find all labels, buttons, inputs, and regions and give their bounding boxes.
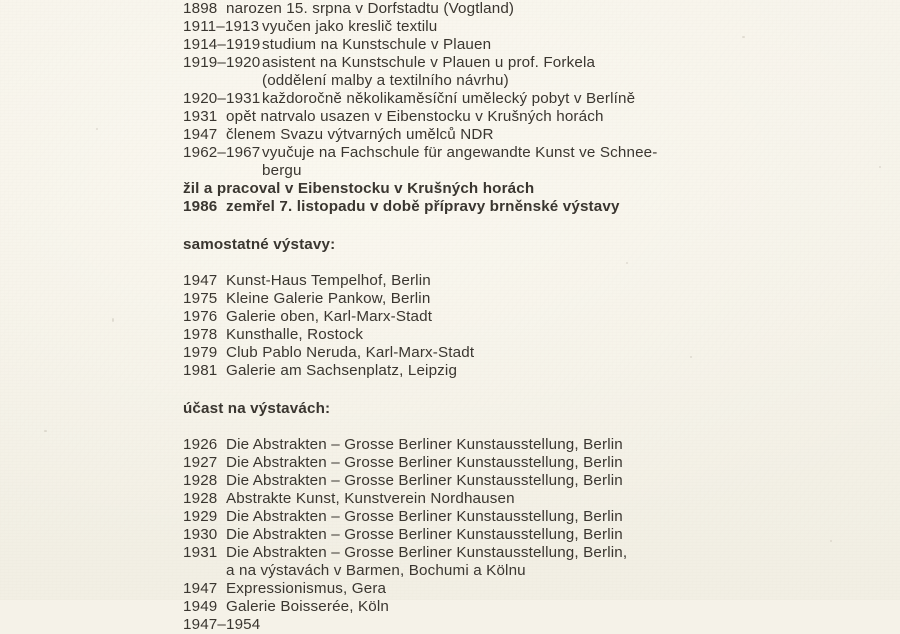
entry-year: 1962–1967 <box>183 144 261 161</box>
entry-year: 1976 <box>183 308 218 325</box>
entry-text: každoročně několikaměsíční umělecký pobyt v Berlíně <box>262 90 636 107</box>
biography-section <box>183 0 883 216</box>
entry-text: 1947–1954 <box>183 616 261 633</box>
solo-exhibitions-heading: samostatné výstavy: <box>183 236 336 253</box>
solo-exhibition-entry <box>183 308 883 326</box>
biography-entry <box>183 198 883 216</box>
entry-text: Die Abstrakten – Grosse Berliner Kunstausstellung, Berlin <box>226 436 623 453</box>
entry-text: Abstrakte Kunst, Kunstverein Nordhausen <box>226 490 515 507</box>
biography-entry <box>183 54 883 72</box>
entry-year: 1920–1931 <box>183 90 261 107</box>
entry-year: 1979 <box>183 344 218 361</box>
solo-exhibition-entry <box>183 344 883 362</box>
biography-entry-continuation <box>183 72 883 90</box>
entry-year: 1911–1913 <box>183 18 260 35</box>
entry-text: Kunst-Haus Tempelhof, Berlin <box>226 272 431 289</box>
entry-year: 1928 <box>183 490 218 507</box>
entry-text: Expressionismus, Gera <box>226 580 387 597</box>
group-exhibition-entry <box>183 526 883 544</box>
entry-text: Galerie oben, Karl-Marx-Stadt <box>226 308 433 325</box>
entry-text: vyučuje na Fachschule für angewandte Kunst ve Schnee- <box>262 144 658 161</box>
entry-year: 1949 <box>183 598 218 615</box>
group-exhibition-entry <box>183 580 883 598</box>
group-exhibition-entry <box>183 454 883 472</box>
group-exhibition-entry <box>183 598 883 616</box>
group-exhibition-entry <box>183 508 883 526</box>
group-exhibition-entry <box>183 436 883 454</box>
entry-text: Club Pablo Neruda, Karl-Marx-Stadt <box>226 344 475 361</box>
biography-entry <box>183 144 883 162</box>
entry-year: 1928 <box>183 472 218 489</box>
biography-entry <box>183 0 883 18</box>
biography-entry <box>183 90 883 108</box>
entry-text: členem Svazu výtvarných umělců NDR <box>226 126 494 143</box>
group-exhibitions-heading: účast na výstavách: <box>183 400 331 417</box>
entry-text: zemřel 7. listopadu v době přípravy brněnské výstavy <box>226 198 620 215</box>
section-spacer <box>183 380 883 400</box>
biography-entry <box>183 126 883 144</box>
group-exhibition-entry <box>183 544 883 562</box>
entry-year: 1914–1919 <box>183 36 261 53</box>
entry-text: Galerie Boisserée, Köln <box>226 598 390 615</box>
document-text-column <box>183 0 883 633</box>
entry-year: 1926 <box>183 436 218 453</box>
entry-year: 1947 <box>183 272 218 289</box>
entry-text: bergu <box>262 162 302 179</box>
entry-text: studium na Kunstschule v Plauen <box>262 36 492 53</box>
entry-text: asistent na Kunstschule v Plauen u prof. Forkela <box>262 54 596 71</box>
entry-text: narozen 15. srpna v Dorfstadtu (Vogtland) <box>226 0 515 17</box>
entry-year: 1931 <box>183 108 218 125</box>
group-exhibition-entry <box>183 490 883 508</box>
list-spacer <box>183 418 883 436</box>
biography-entry <box>183 36 883 54</box>
entry-text: Kleine Galerie Pankow, Berlin <box>226 290 431 307</box>
entry-text: (oddělení malby a textilního návrhu) <box>262 72 509 89</box>
group-exhibitions-section <box>183 400 883 633</box>
entry-text: Die Abstrakten – Grosse Berliner Kunstausstellung, Berlin <box>226 454 623 471</box>
entry-text: a na výstavách v Barmen, Bochumi a Kölnu <box>226 562 526 579</box>
group-exhibition-entry <box>183 472 883 490</box>
entry-year: 1981 <box>183 362 218 379</box>
entry-year: 1931 <box>183 544 218 561</box>
entry-year: 1947 <box>183 580 218 597</box>
entry-year: 1978 <box>183 326 218 343</box>
entry-text: žil a pracoval v Eibenstocku v Krušných horách <box>183 180 535 197</box>
clipped-bottom-line <box>183 616 883 633</box>
entry-year: 1930 <box>183 526 218 543</box>
solo-exhibition-entry <box>183 362 883 380</box>
entry-year: 1929 <box>183 508 218 525</box>
entry-year: 1919–1920 <box>183 54 261 71</box>
solo-exhibition-entry <box>183 290 883 308</box>
entry-text: opět natrvalo usazen v Eibenstocku v Krušných horách <box>226 108 604 125</box>
entry-text: Die Abstrakten – Grosse Berliner Kunstausstellung, Berlin, <box>226 544 628 561</box>
entry-text: Galerie am Sachsenplatz, Leipzig <box>226 362 458 379</box>
entry-year: 1975 <box>183 290 218 307</box>
entry-text: Die Abstrakten – Grosse Berliner Kunstausstellung, Berlin <box>226 526 623 543</box>
solo-exhibition-entry <box>183 272 883 290</box>
entry-year: 1927 <box>183 454 218 471</box>
biography-entry <box>183 18 883 36</box>
solo-exhibition-entry <box>183 326 883 344</box>
entry-year: 1898 <box>183 0 218 17</box>
entry-text: vyučen jako kreslič textilu <box>262 18 438 35</box>
entry-text: Die Abstrakten – Grosse Berliner Kunstausstellung, Berlin <box>226 472 623 489</box>
biography-entry-continuation <box>183 162 883 180</box>
entry-text: Die Abstrakten – Grosse Berliner Kunstausstellung, Berlin <box>226 508 623 525</box>
list-spacer <box>183 254 883 272</box>
entry-year: 1947 <box>183 126 218 143</box>
group-exhibition-entry-continuation <box>183 562 883 580</box>
entry-year: 1986 <box>183 198 218 215</box>
entry-text: Kunsthalle, Rostock <box>226 326 364 343</box>
biography-entry <box>183 180 883 198</box>
biography-entry <box>183 108 883 126</box>
solo-exhibitions-section <box>183 236 883 380</box>
section-spacer <box>183 216 883 236</box>
